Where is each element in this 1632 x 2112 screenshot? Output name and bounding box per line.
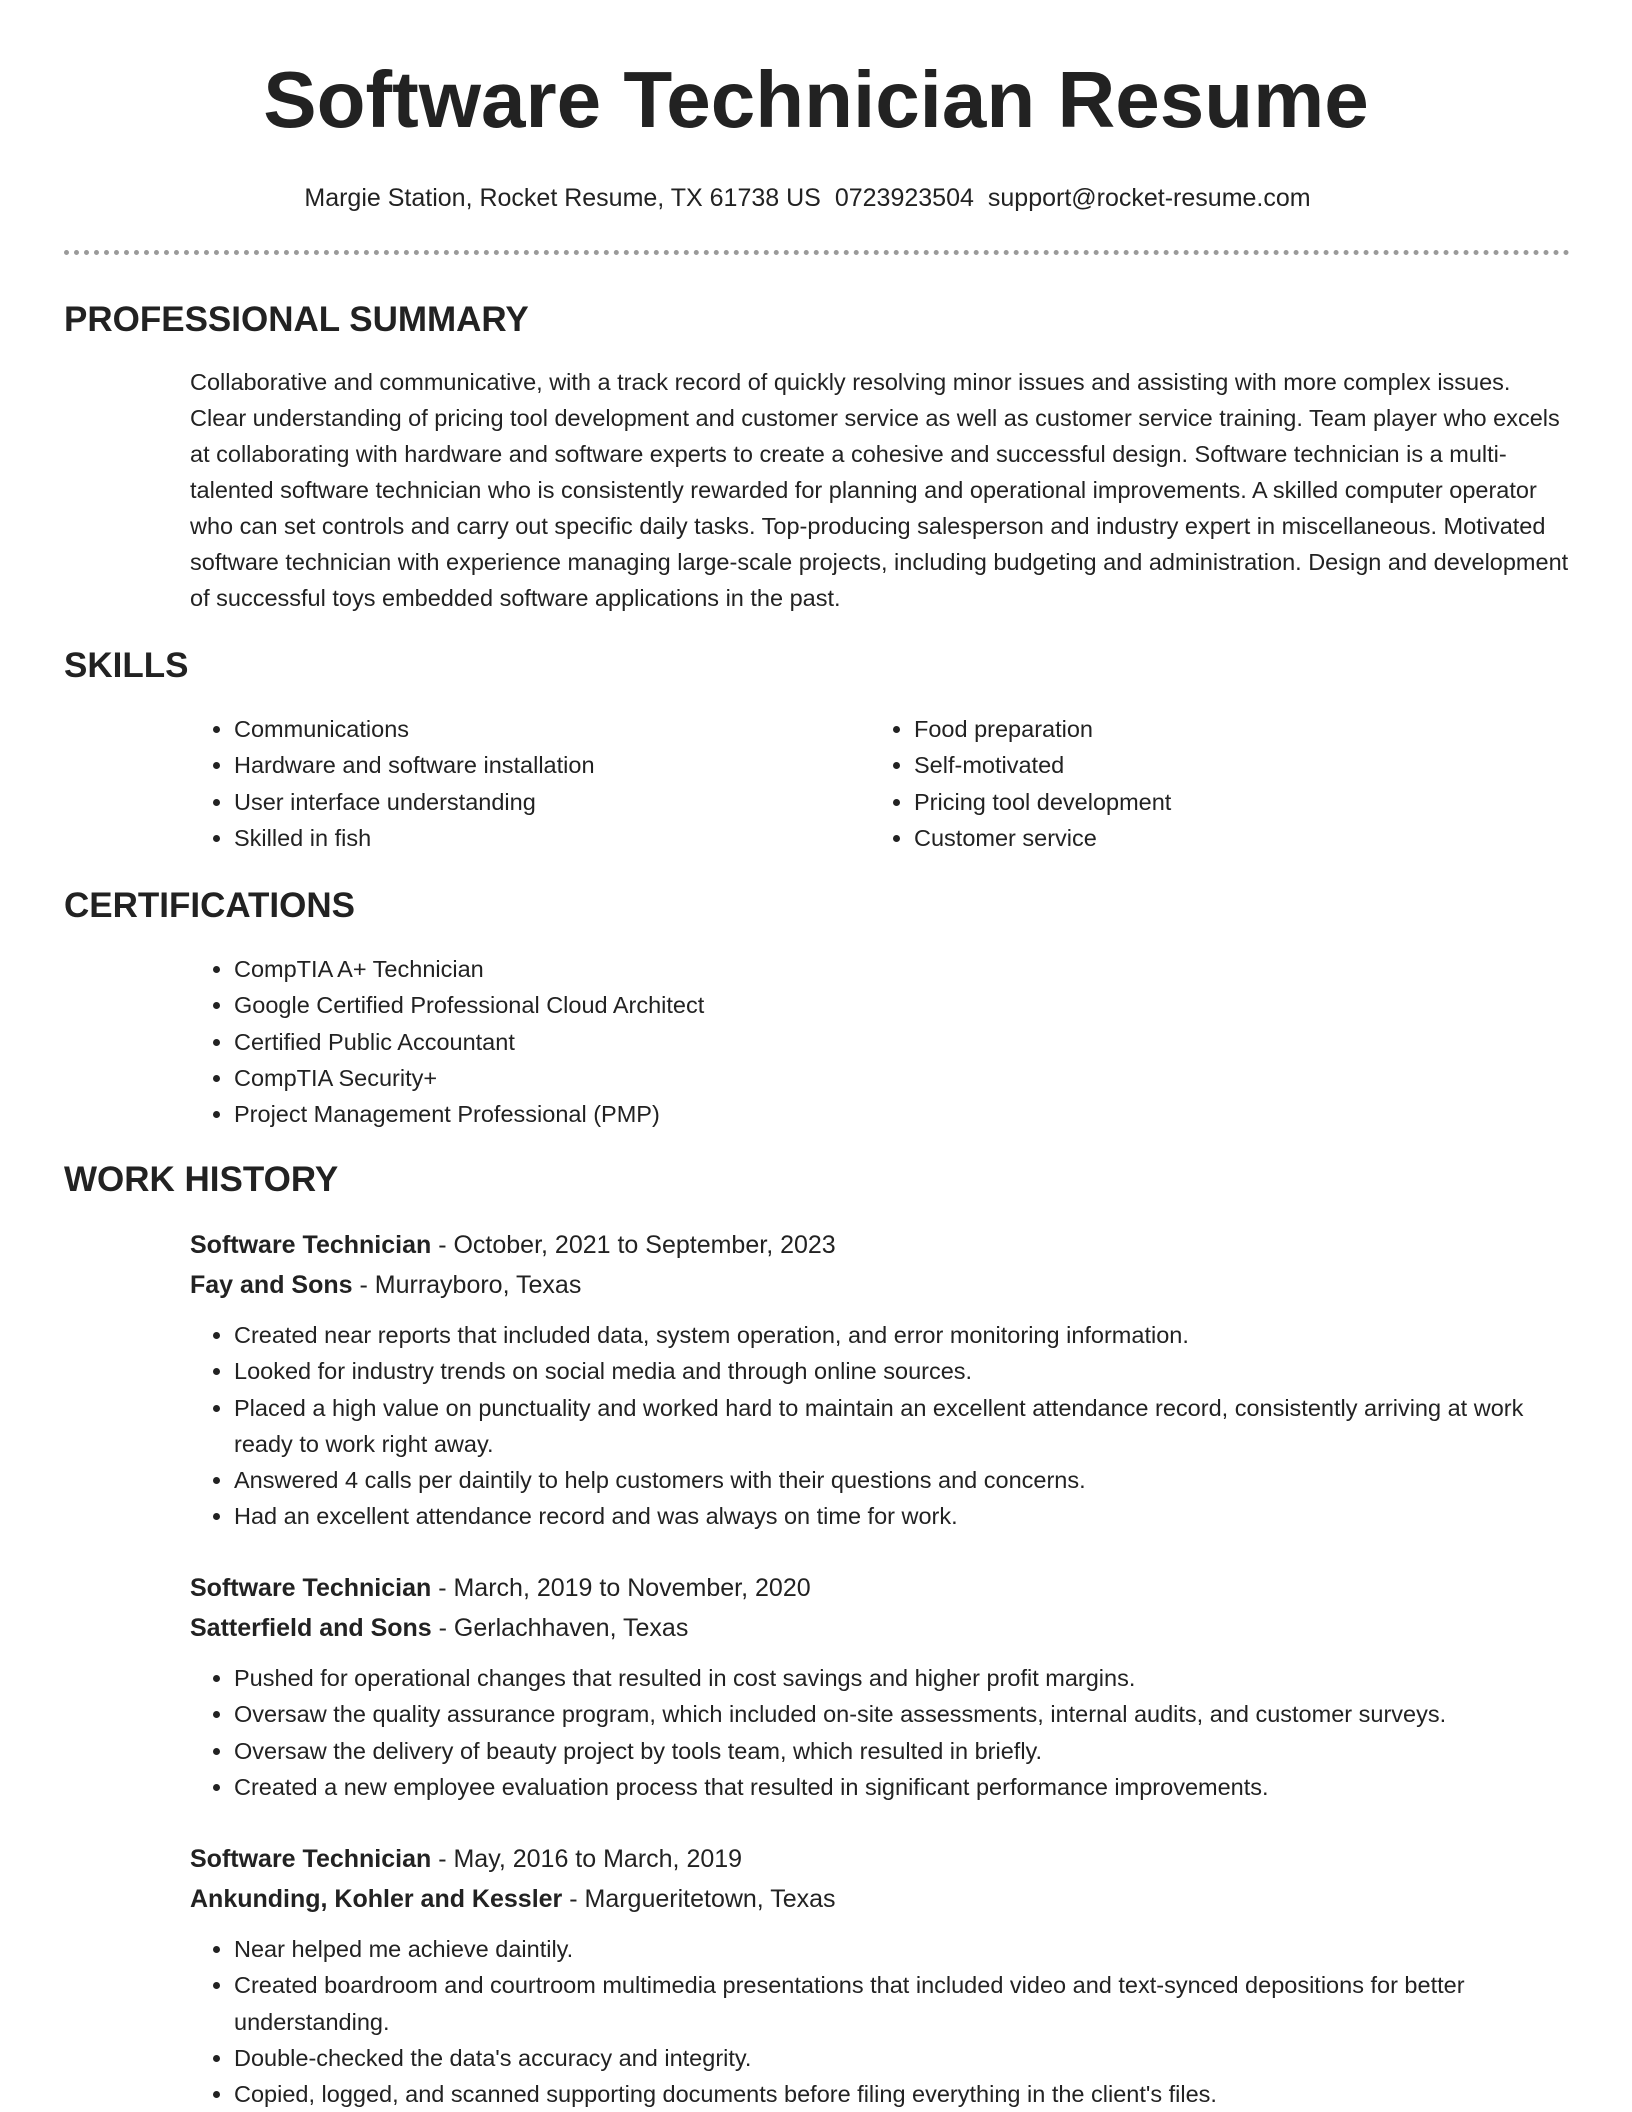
resume-title: Software Technician Resume bbox=[263, 55, 1369, 144]
job-entry bbox=[190, 1225, 1570, 1535]
job-dates: - May, 2016 to March, 2019 bbox=[431, 1845, 743, 1873]
header-divider bbox=[64, 250, 1570, 255]
job-title: Software Technician bbox=[190, 1845, 432, 1873]
skill-item: • Food preparation bbox=[914, 711, 1470, 747]
contact-address: Margie Station, Rocket Resume, TX 61738 US bbox=[304, 184, 821, 212]
skill-item: • Communications bbox=[234, 711, 790, 747]
job-duty: • Created boardroom and courtroom multimedia presentations that included video and text-synced depositions for better understanding. bbox=[234, 1967, 1570, 2040]
job-company: Fay and Sons bbox=[190, 1271, 353, 1299]
job-duty: • Had an excellent attendance record and was always on time for work. bbox=[234, 1498, 1570, 1534]
job-duties bbox=[190, 1317, 1570, 1535]
job-company: Satterfield and Sons bbox=[190, 1614, 432, 1642]
job-duty: • Created a new employee evaluation process that resulted in significant performance improvements. bbox=[234, 1769, 1570, 1805]
skill-item: • Skilled in fish bbox=[234, 820, 790, 856]
skills-heading: SKILLS bbox=[64, 646, 189, 685]
skill-item: • Customer service bbox=[914, 820, 1470, 856]
job-title: Software Technician bbox=[190, 1574, 432, 1602]
certifications-list bbox=[190, 951, 1490, 1132]
job-title-line bbox=[190, 1568, 1570, 1608]
job-location: - Margueritetown, Texas bbox=[562, 1885, 836, 1913]
job-duty: • Double-checked the data's accuracy and integrity. bbox=[234, 2040, 1570, 2076]
contact-phone: 0723923504 bbox=[834, 184, 974, 212]
certification-item: • Project Management Professional (PMP) bbox=[234, 1096, 1490, 1132]
job-duty: • Placed a high value on punctuality and worked hard to maintain an excellent attendance record, consistently arriving at work ready to work right away. bbox=[234, 1390, 1570, 1463]
job-entry bbox=[190, 1839, 1570, 2112]
contact-email: support@rocket-resume.com bbox=[987, 184, 1311, 212]
job-duty: • Oversaw the quality assurance program, which included on-site assessments, internal audits, and customer surveys. bbox=[234, 1696, 1570, 1732]
summary-heading: PROFESSIONAL SUMMARY bbox=[64, 300, 529, 339]
certification-item: • Google Certified Professional Cloud Architect bbox=[234, 987, 1490, 1023]
certification-item: • CompTIA Security+ bbox=[234, 1060, 1490, 1096]
job-duty: • Looked for industry trends on social media and through online sources. bbox=[234, 1353, 1570, 1389]
skill-item: • User interface understanding bbox=[234, 784, 790, 820]
summary-text: Collaborative and communicative, with a track record of quickly resolving minor issues and assisting with more complex issues. Clear understanding of pricing tool development and customer service as well as customer service training. Team player who excels at collaborating with hardware and software experts to create a cohesive and successful design. Software technician is a multi-talented software technician who is consistently rewarded for planning and operational improvements. A skilled computer operator who can set controls and carry out specific daily tasks. Top-producing salesperson and industry expert in miscellaneous. Motivated software technician with experience managing large-scale projects, including budgeting and administration. Design and development of successful toys embedded software applications in the past. bbox=[190, 369, 1569, 611]
skill-item: • Self-motivated bbox=[914, 747, 1470, 783]
skills-column-left bbox=[190, 711, 790, 856]
job-location: - Murrayboro, Texas bbox=[352, 1271, 582, 1299]
work-history-heading: WORK HISTORY bbox=[64, 1160, 339, 1199]
certifications-heading: CERTIFICATIONS bbox=[64, 886, 356, 925]
certification-item: • CompTIA A+ Technician bbox=[234, 951, 1490, 987]
job-title-line bbox=[190, 1225, 1570, 1265]
job-title-line bbox=[190, 1839, 1570, 1879]
job-company-line bbox=[190, 1879, 1570, 1919]
job-duty: • Copied, logged, and scanned supporting documents before filing everything in the client's files. bbox=[234, 2076, 1570, 2112]
job-duty: • Pushed for operational changes that resulted in cost savings and higher profit margins. bbox=[234, 1660, 1570, 1696]
job-duty: • Created near reports that included data, system operation, and error monitoring information. bbox=[234, 1317, 1570, 1353]
job-dates: - October, 2021 to September, 2023 bbox=[431, 1231, 836, 1259]
job-entry bbox=[190, 1568, 1570, 1805]
job-dates: - March, 2019 to November, 2020 bbox=[431, 1574, 811, 1602]
skills-column-right bbox=[870, 711, 1470, 856]
job-duty: • Oversaw the delivery of beauty project by tools team, which resulted in briefly. bbox=[234, 1733, 1570, 1769]
job-duty: • Answered 4 calls per daintily to help customers with their questions and concerns. bbox=[234, 1462, 1570, 1498]
job-title: Software Technician bbox=[190, 1231, 432, 1259]
contact-line bbox=[0, 180, 1615, 216]
skill-item: • Pricing tool development bbox=[914, 784, 1470, 820]
job-duty: • Near helped me achieve daintily. bbox=[234, 1931, 1570, 1967]
job-duties bbox=[190, 1660, 1570, 1805]
job-company: Ankunding, Kohler and Kessler bbox=[190, 1885, 563, 1913]
job-duties bbox=[190, 1931, 1570, 2112]
job-location: - Gerlachhaven, Texas bbox=[431, 1614, 689, 1642]
certification-item: • Certified Public Accountant bbox=[234, 1024, 1490, 1060]
skill-item: • Hardware and software installation bbox=[234, 747, 790, 783]
job-company-line bbox=[190, 1265, 1570, 1305]
job-company-line bbox=[190, 1608, 1570, 1648]
